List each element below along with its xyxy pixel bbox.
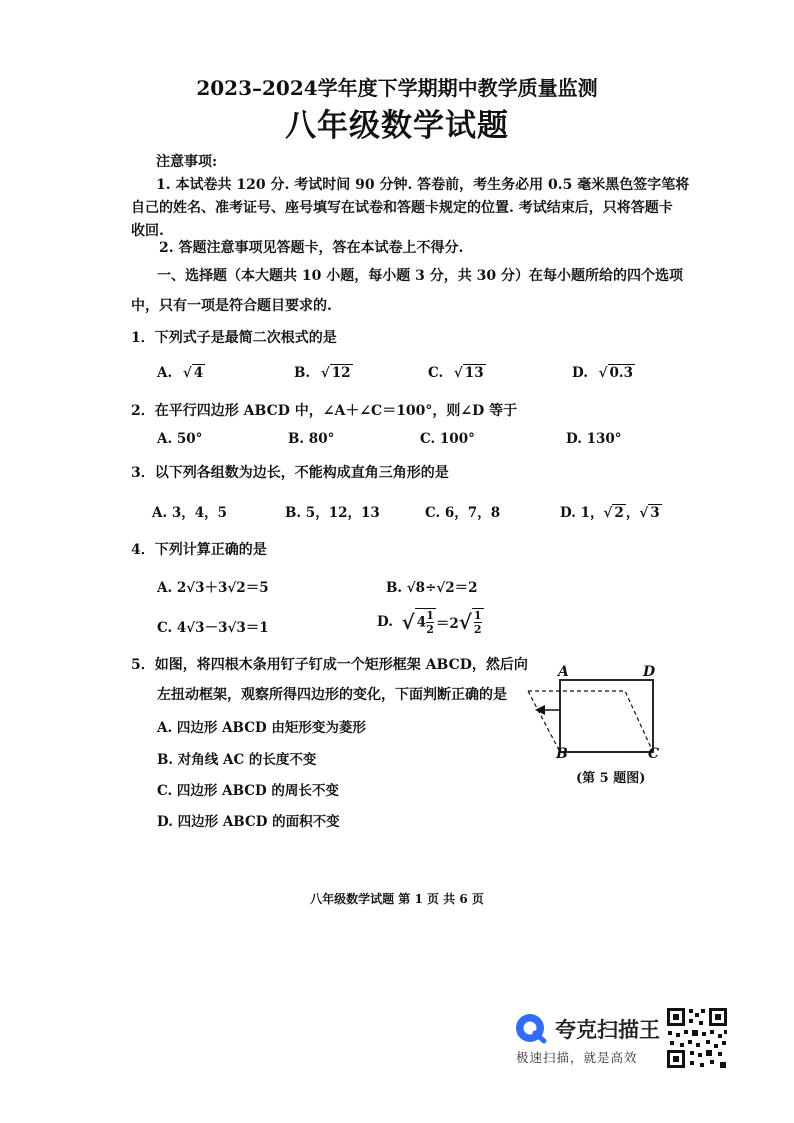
question-1-option-a: A. √ 4 <box>157 365 204 381</box>
question-4-option-a: A. 2√3＋3√2＝5 <box>157 580 269 596</box>
figure-label-b: B <box>556 746 568 762</box>
section-1-heading: 一、选择题（本大题共 10 小题，每小题 3 分，共 30 分）在每小题所给的四个选项 <box>157 268 683 284</box>
question-3-option-b: B. 5，12，13 <box>285 505 380 521</box>
notice-heading: 注意事项: <box>156 154 218 170</box>
question-5-stem-line-1: 5．如图，将四根木条用钉子钉成一个矩形框架 ABCD，然后向 <box>131 657 528 673</box>
question-4-option-b: B. √8÷√2＝2 <box>386 580 478 596</box>
question-3-option-d: D. 1，√ 2 ，√ 3 <box>560 505 660 521</box>
question-3-stem: 3．以下列各组数为边长，不能构成直角三角形的是 <box>131 465 449 481</box>
notice-item-1-line-3: 收回. <box>131 223 164 239</box>
notice-item-1-line-2: 自己的姓名、准考证号、座号填写在试卷和答题卡规定的位置. 考试结束后，只将答题卡 <box>131 200 673 216</box>
question-4-option-c: C. 4√3－3√3＝1 <box>157 620 269 636</box>
question-5-option-c: C. 四边形 ABCD 的周长不变 <box>157 783 339 799</box>
qr-code-icon <box>665 1006 729 1070</box>
page-footer: 八年级数学试题 第 1 页 共 6 页 <box>310 892 484 906</box>
question-1-option-b: B. √ 12 <box>294 365 351 381</box>
quark-logo-icon <box>513 1011 551 1045</box>
sqrt-expression: √ 12 <box>320 365 351 381</box>
question-3-option-c: C. 6，7，8 <box>425 505 501 521</box>
figure-label-a: A <box>558 664 569 680</box>
figure-label-c: C <box>648 746 660 762</box>
question-2-option-c: C. 100° <box>420 431 475 447</box>
question-1-option-c: C. √ 13 <box>428 365 484 381</box>
exam-title: 八年级数学试题 <box>285 108 509 144</box>
notice-item-2: 2. 答题注意事项见答题卡，答在本试卷上不得分. <box>159 240 464 256</box>
parallelogram-dashed <box>528 691 653 752</box>
question-1-option-d: D. √ 0.3 <box>572 365 634 381</box>
question-2-stem: 2．在平行四边形 ABCD 中，∠A＋∠C＝100°，则∠D 等于 <box>131 403 518 419</box>
question-5-option-d: D. 四边形 ABCD 的面积不变 <box>157 814 340 830</box>
notice-item-1-line-1: 1. 本试卷共 120 分. 考试时间 90 分钟. 答卷前，考生务必用 0.5 毫米黑色签字笔将 <box>156 177 690 193</box>
question-4-option-d: D. √ 4 $\frac{1}{2}$ ＝2√ $\frac{1}{2}$ <box>377 609 482 636</box>
question-2-option-b: B. 80° <box>288 431 335 447</box>
question-2-option-a: A. 50° <box>157 431 203 447</box>
question-5-option-b: B. 对角线 AC 的长度不变 <box>157 752 317 768</box>
scanner-app-name: 夸克扫描王 <box>555 1018 660 1042</box>
figure-caption: (第 5 题图) <box>576 771 646 786</box>
question-5-stem-line-2: 左扭动框架，观察所得四边形的变化，下面判断正确的是 <box>157 687 507 703</box>
section-1-heading-cont: 中，只有一项是符合题目要求的. <box>131 298 332 314</box>
scanner-app-slogan: 极速扫描，就是高效 <box>516 1050 638 1065</box>
question-4-stem: 4．下列计算正确的是 <box>131 542 267 558</box>
question-5-option-a: A. 四边形 ABCD 由矩形变为菱形 <box>157 720 366 736</box>
question-1-stem: 1．下列式子是最简二次根式的是 <box>131 330 337 346</box>
sqrt-expression: √ 13 <box>453 365 484 381</box>
question-2-option-d: D. 130° <box>566 431 622 447</box>
question-3-option-a: A. 3，4，5 <box>152 505 228 521</box>
exam-session-title: 2023–2024学年度下学期期中教学质量监测 <box>196 76 598 100</box>
figure-label-d: D <box>643 664 656 680</box>
sqrt-expression: √ 4 <box>182 365 204 381</box>
sqrt-expression: √ 0.3 <box>598 365 634 381</box>
